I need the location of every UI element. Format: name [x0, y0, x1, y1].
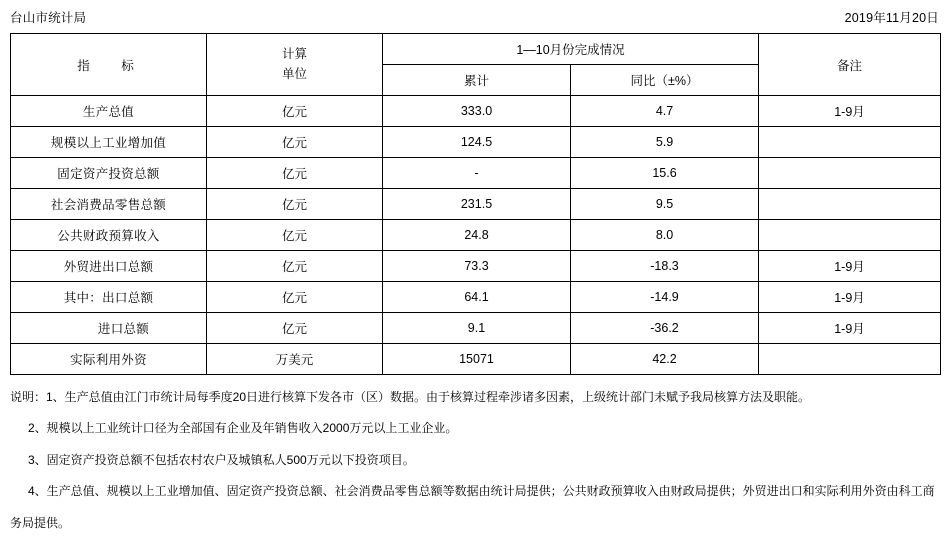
cell-cumulative: 124.5 [383, 127, 571, 158]
cell-cumulative: - [383, 158, 571, 189]
cell-indicator: 进口总额 [11, 313, 207, 344]
report-date: 2019年11月20日 [844, 11, 939, 25]
table-body [11, 96, 941, 375]
cell-yoy: 5.9 [571, 127, 759, 158]
cell-note: 1-9月 [759, 251, 941, 282]
cell-yoy: 42.2 [571, 344, 759, 375]
note-item-1: 说明：1、生产总值由江门市统计局每季度20日进行核算下发各市（区）数据。由于核算过程牵涉诸多因素，上级统计部门未赋予我局核算方法及职能。 [10, 390, 811, 404]
cell-note [759, 158, 941, 189]
table-row [11, 313, 941, 344]
table-notes [10, 389, 939, 532]
table-row [11, 220, 941, 251]
note-item-2: 2、规模以上工业统计口径为全部国有企业及年销售收入2000万元以上工业企业。 [28, 421, 458, 436]
cell-cumulative: 64.1 [383, 282, 571, 313]
cell-cumulative: 24.8 [383, 220, 571, 251]
note-item-4-continued: 务局提供。 [10, 515, 71, 530]
table-row [11, 189, 941, 220]
cell-cumulative: 73.3 [383, 251, 571, 282]
column-header-cumulative: 累计 [383, 65, 571, 96]
cell-yoy: 9.5 [571, 189, 759, 220]
cell-indicator: 生产总值 [11, 96, 207, 127]
table-row [11, 282, 941, 313]
cell-note [759, 127, 941, 158]
cell-cumulative: 9.1 [383, 313, 571, 344]
table-header-row-1 [11, 34, 941, 65]
cell-note [759, 344, 941, 375]
cell-note: 1-9月 [759, 313, 941, 344]
column-header-note: 备注 [759, 34, 941, 96]
cell-indicator: 外贸进出口总额 [11, 251, 207, 282]
cell-unit: 亿元 [207, 282, 383, 313]
cell-yoy: -36.2 [571, 313, 759, 344]
cell-yoy: 8.0 [571, 220, 759, 251]
table-row [11, 344, 941, 375]
cell-indicator: 固定资产投资总额 [11, 158, 207, 189]
table-row [11, 251, 941, 282]
cell-unit: 亿元 [207, 251, 383, 282]
note-item-4: 4、生产总值、规模以上工业增加值、固定资产投资总额、社会消费品零售总额等数据由统计局提供；公共财政预算收入由财政局提供；外贸进出口和实际利用外资由科工商 [28, 484, 935, 499]
cell-unit: 亿元 [207, 96, 383, 127]
cell-unit: 亿元 [207, 189, 383, 220]
column-header-indicator-text: 指 标 [77, 58, 148, 73]
cell-unit: 亿元 [207, 220, 383, 251]
table-header [11, 34, 941, 96]
column-header-unit-line2: 单位 [281, 66, 307, 81]
cell-indicator: 规模以上工业增加值 [11, 127, 207, 158]
cell-note [759, 220, 941, 251]
column-header-unit-line1: 计算 [281, 47, 307, 62]
table-row [11, 127, 941, 158]
document-header [10, 8, 939, 26]
cell-yoy: 15.6 [571, 158, 759, 189]
table-row [11, 96, 941, 127]
cell-indicator: 社会消费品零售总额 [11, 189, 207, 220]
cell-indicator: 其中：出口总额 [11, 282, 207, 313]
column-header-indicator [11, 34, 207, 96]
note-item-3: 3、固定资产投资总额不包括农村农户及城镇私人500万元以下投资项目。 [28, 452, 415, 467]
column-header-unit [207, 34, 383, 96]
column-header-yoy: 同比（±%） [571, 65, 759, 96]
cell-yoy: -18.3 [571, 251, 759, 282]
table-row [11, 158, 941, 189]
column-header-period-group: 1—10月份完成情况 [383, 34, 759, 65]
issuing-organization: 台山市统计局 [10, 11, 87, 25]
cell-indicator: 公共财政预算收入 [11, 220, 207, 251]
cell-note: 1-9月 [759, 96, 941, 127]
cell-indicator: 实际利用外资 [11, 344, 207, 375]
cell-note: 1-9月 [759, 282, 941, 313]
cell-unit: 亿元 [207, 158, 383, 189]
cell-unit: 万美元 [207, 344, 383, 375]
statistics-table [10, 33, 941, 375]
cell-cumulative: 333.0 [383, 96, 571, 127]
cell-yoy: -14.9 [571, 282, 759, 313]
cell-yoy: 4.7 [571, 96, 759, 127]
cell-cumulative: 231.5 [383, 189, 571, 220]
cell-note [759, 189, 941, 220]
cell-unit: 亿元 [207, 127, 383, 158]
cell-cumulative: 15071 [383, 344, 571, 375]
cell-unit: 亿元 [207, 313, 383, 344]
